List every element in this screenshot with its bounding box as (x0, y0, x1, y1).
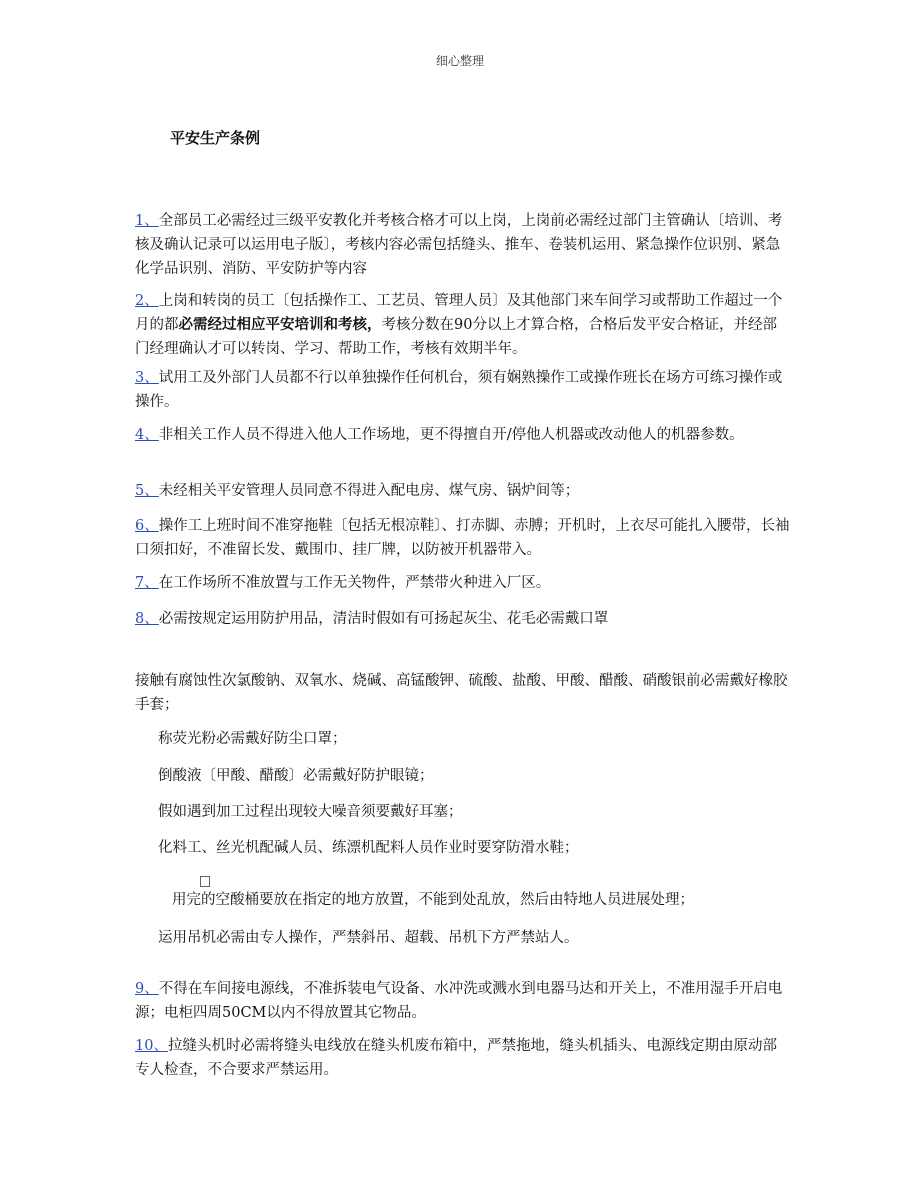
sub-paragraph: 称荧光粉必需戴好防尘口罩； (158, 731, 347, 747)
page-title: 平安生产条例 (170, 129, 261, 147)
item-text: 非相关工作人员不得进入他人工作场地，更不得擅自开/停他人机器或改动他人的机器参数。 (158, 427, 744, 443)
list-item (135, 479, 790, 503)
item-number: 7、 (135, 575, 159, 591)
item-text: 必需按规定运用防护用品，清洁时假如有可扬起灰尘、花毛必需戴口罩 (158, 611, 609, 627)
list-item (135, 289, 790, 361)
sub-paragraph: 化料工、丝光机配碱人员、练漂机配料人员作业时要穿防滑水鞋； (158, 840, 579, 856)
item-number: 3、 (135, 370, 159, 386)
sub-paragraph: 接触有腐蚀性次氯酸钠、双氧水、烧碱、高锰酸钾、硫酸、盐酸、甲酸、醋酸、硝酸银前必需戴好橡胶手套； (135, 673, 788, 713)
sub-paragraph: 假如遇到加工过程出现较大噪音须要戴好耳塞； (158, 804, 463, 820)
item-text: 全部员工必需经过三级平安教化并考核合格才可以上岗，上岗前必需经过部门主管确认〔培训、考核及确认记录可以运用电子版〕，考核内容必需包括缝头、推车、卷装机运用、紧急操作位识别、紧急化学品识别、消防、平安防护等内容 (135, 213, 783, 277)
list-item (135, 514, 790, 562)
list-item (135, 977, 790, 1025)
item-text: 上岗和转岗的员工〔包括操作工、工艺员、管理人员〕及其他部门来车间学习或帮助工作超过一个月的都 (135, 293, 783, 333)
item-number: 9、 (135, 981, 159, 997)
list-item (135, 607, 790, 631)
item-text: 拉缝头机时必需将缝头电线放在缝头机废布箱中，严禁拖地，缝头机插头、电源线定期由原动部专人检查，不合要求严禁运用。 (135, 1038, 777, 1078)
item-text: 未经相关平安管理人员同意不得进入配电房、煤气房、锅炉间等； (158, 483, 580, 499)
item-number: 2、 (135, 293, 159, 309)
item-text-bold: 必需经过相应平安培训和考核， (178, 316, 382, 333)
item-number: 5、 (135, 483, 159, 499)
item-number: 1、 (135, 213, 159, 229)
list-item (135, 366, 790, 414)
item-text: 考核分数在90分以上才算合格，合格后发平安合格证，并经部门经理确认才可以转岗、学习、帮助工作，考核有效期半年。 (135, 317, 777, 357)
bullet-box-icon (200, 876, 210, 887)
list-item (135, 209, 790, 281)
item-number: 10、 (135, 1038, 168, 1054)
sub-paragraph: 倒酸液〔甲酸、醋酸〕必需戴好防护眼镜； (158, 768, 434, 784)
page-header: 细心整理 (435, 54, 484, 68)
item-number: 6、 (135, 518, 159, 534)
item-number: 4、 (135, 427, 159, 443)
item-number: 8、 (135, 611, 159, 627)
list-item (135, 423, 790, 447)
list-item (135, 1034, 790, 1082)
item-text: 试用工及外部门人员都不行以单独操作任何机台，须有娴熟操作工或操作班长在场方可练习操作或操作。 (135, 370, 783, 410)
sub-paragraph: 用完的空酸桶要放在指定的地方放置，不能到处乱放，然后由特地人员进展处理； (172, 892, 694, 908)
item-text: 在工作场所不准放置与工作无关物件，严禁带火种进入厂区。 (158, 575, 551, 591)
item-text: 不得在车间接电源线，不准拆装电气设备、水冲洗或溅水到电器马达和开关上，不准用湿手开启电源；电柜四周50CM以内不得放置其它物品。 (135, 981, 783, 1021)
list-item (135, 571, 790, 595)
sub-paragraph: 运用吊机必需由专人操作，严禁斜吊、超载、吊机下方严禁站人。 (158, 930, 579, 946)
item-text: 操作工上班时间不准穿拖鞋〔包括无根凉鞋〕、打赤脚、赤膊；开机时，上衣尽可能扎入腰带，长袖口须扣好，不准留长发、戴围巾、挂厂牌，以防被开机器带入。 (135, 518, 790, 558)
